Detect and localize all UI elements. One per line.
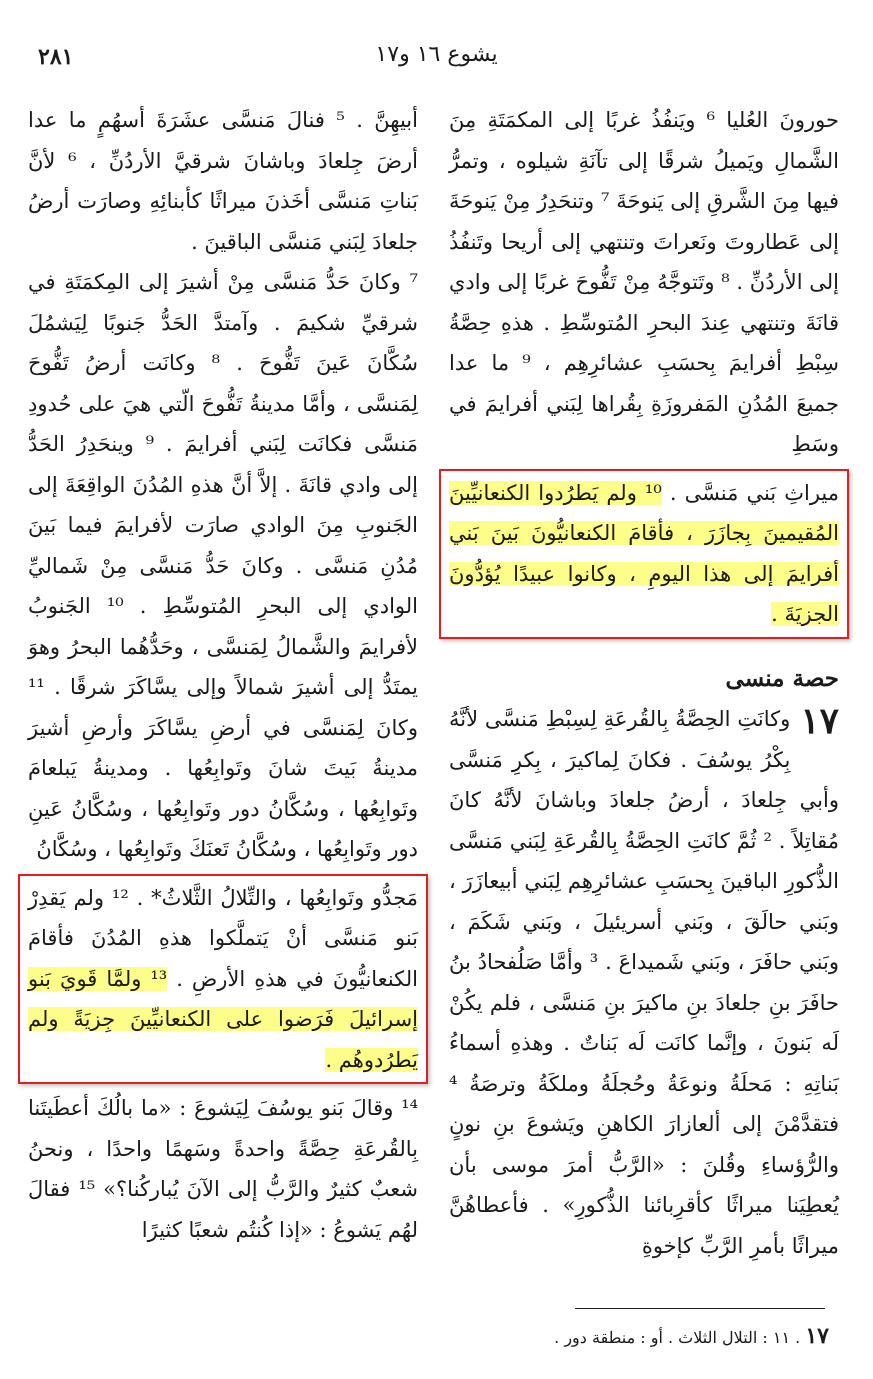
footnote (554, 1323, 829, 1349)
boxed-plain-text: مَجدُّو وتَوابِعُها ، والتِّلالُ الثَّلاثُ* . ¹² ولم يَقدِرْ بَنو مَنسَّى أنْ يَتملَّكوا هذهِ المُدُنَ فأقامَ الكنعانيُّونَ في هذهِ الأرضِ . (28, 885, 418, 991)
right-paragraph-2 (449, 699, 839, 1266)
left-paragraph-1: أبيهِنَّ . ⁵ فنالَ مَنسَّى عشَرَةَ أسهُمٍ ما عدا أرضَ جِلعادَ وباشانَ شرقيَّ الأردُنِّ ، ⁶ لأنَّ بَناتِ مَنسَّى أخَذنَ ميراثًا كأبنائِهِ وصارَت أرضُ جلعادَ لِبَني مَنسَّى الباقينَ . (28, 108, 418, 254)
running-title: يشوع ١٦ و١٧ (375, 42, 498, 67)
highlight-box-verse-12-13 (18, 874, 428, 1085)
chapter-17-text: وكانَتِ الحِصَّةُ بِالقُرعَةِ لِسِبْطِ مَنسَّى لأنَّهُ بِكْرُ يوسُفَ . فكانَ لِماكيرَ ، بِكرِ مَنسَّى وأبي جِلعادَ ، أرضُ جلعادَ وباشانَ لأنَّهُ كانَ مُقاتِلاً . ² ثُمَّ كانَتِ الحِصَّةُ بِالقُرعَةِ لِبَني مَنسَّى الذُّكورِ الباقينَ بِحسَبِ عشائرِهِم لِبَني أبيعازَرَ ، وبَني حالَقَ ، وبَني أسريئيلَ ، وبَني شَكَمَ ، وبَني حافَرَ ، وبَني شَميداعَ . ³ وأمَّا صَلُفحادُ بنُ حافَرَ بنِ جلعادَ بنِ ماكيرَ بنِ مَنسَّى ، فلم يكُنْ لَه بَنونَ ، وإنَّما كانَت لَه بَناتٌ . وهذهِ أسماءُ بَناتِهِ : مَحلَةُ ونوعَةُ وحُجلَةُ وملكَةُ وترصَةُ ⁴ فتقدَّمْنَ إلى ألعازارَ الكاهنِ ويَشوعَ بنِ نونٍ والرُّؤساءِ وقُلنَ : «الرَّبُّ أمرَ موسى بأن يُعطِيَنا ميراثًا كأقرِبائنا الذُّكورِ» . فأعطاهُنَّ ميراثًا بأمرِ الرَّبِّ كإخوةِ (449, 707, 839, 1258)
left-column (28, 100, 418, 1250)
footnote-text: . ١١ : التلال الثلاث . أو : منطقة دور . (554, 1328, 801, 1347)
right-column (449, 100, 839, 1266)
chapter-number: ١٧ (800, 700, 839, 742)
highlight-box-verse-10 (439, 469, 849, 639)
highlighted-text: ¹³ ولمَّا قَويَ بَنو إسرائيلَ فَرَضوا على الكنعانيِّينَ جِزيَةً ولم يَطرُدوهُم . (28, 966, 418, 1072)
left-paragraph-2: ⁷ وكانَ حَدُّ مَنسَّى مِنْ أشيرَ إلى المِكمَتَةِ في شرقيِّ شكيمَ . وآمتدَّ الحَدُّ جَنوبًا لِيَشمُلَ سُكَّانَ عَينَ تَفُّوحَ . ⁸ وكانَت أرضُ تَفُّوحَ لِمَنسَّى ، وأمَّا مدينةُ تَفُّوحَ الّتي هيَ على حُدودِ مَنسَّى فكانَت لِبَني أفرايمَ . ⁹ وينحَدِرُ الحَدُّ إلى وادي قانَةَ . إلاَّ أنَّ هذهِ المُدُنَ الواقِعَةَ إلى الجَنوبِ مِنَ الوادي صارَت لأفرايمَ فيما بَينَ مُدُنِ مَنسَّى . وكانَ حَدُّ مَنسَّى مِنْ شَماليِّ الوادي إلى البحرِ المُتوسِّطِ . ¹⁰ الجَنوبُ لأفرايمَ والشَّمالُ لِمَنسَّى ، وحَدُّهُما البحرُ وهوَ يمتَدُّ إلى أشيرَ شمالاً وإلى يسَّاكَرَ شرقًا . ¹¹ وكانَ لِمَنسَّى في أرضِ يسَّاكَرَ وأرضِ أشيرَ مدينةُ بَيتَ شانَ وتَوابِعُها . ومدينةُ يَبلعامَ وتَوابِعُها ، وسُكَّانُ دور وتَوابِعُها ، وسُكَّانُ عَينِ دور وتَوابِعُها ، وسُكَّانُ تَعنَكَ وتَوابِعُها ، وسُكَّانُ (28, 270, 418, 861)
highlighted-text: ¹⁰ ولم يَطرُدوا الكنعانيِّينَ المُقيمينَ بِجازَرَ ، فأقامَ الكنعانيُّونَ بَينَ بَني أفرايمَ إلى هذا اليومِ ، وكانوا عبيدًا يُؤدُّونَ الجزيَةَ . (449, 480, 839, 626)
footnote-chapter: ١٧ (805, 1323, 829, 1349)
boxed-plain-text: ميراثِ بَني مَنسَّى . (669, 480, 839, 505)
right-paragraph-1: حورونَ العُليا ⁶ ويَنفُذُ غربًا إلى المكمَتَةِ مِنَ الشَّمالِ ويَميلُ شرقًا إلى تآنَةِ شيلوه ، وتمرُّ فيها مِنَ الشَّرقِ إلى يَنوحَةَ ⁷ وتنحَدِرُ مِنْ يَنوحَةَ إلى عَطاروتَ ونَعراتَ وتنتهي إلى أريحا وتَنفُذُ إلى الأردُنِّ . ⁸ وتَتوجَّهُ مِنْ تَفُّوحَ غربًا إلى وادي قانَةَ وتنتهي عِندَ البحرِ المُتوسِّطِ . هذهِ حِصَّةُ سِبْطِ أفرايمَ بِحسَبِ عشائرِهِم ، ⁹ ما عدا جميعَ المُدُنِ المَفروزَةِ بِقُراها لِبَني أفرايمَ في وسَطِ (449, 108, 840, 456)
left-paragraph-3: ¹⁴ وقالَ بَنو يوسُفَ لِيَشوعَ : «ما بالُكَ أعطَيتَنا بِالقُرعَةِ حِصَّةً واحدةً وسَهمًا واحدًا ، ونحنُ شعبٌ كثيرٌ والرَّبُّ إلى الآنَ يُباركُنا؟» ¹⁵ فقالَ لهُم يَشوعُ : «إذا كُنتُم شعبًا كثيرًا (28, 1096, 418, 1242)
page-number: ٢٨١ (38, 44, 74, 70)
footnote-divider (575, 1308, 825, 1309)
section-heading: حصة منسى (725, 664, 839, 692)
